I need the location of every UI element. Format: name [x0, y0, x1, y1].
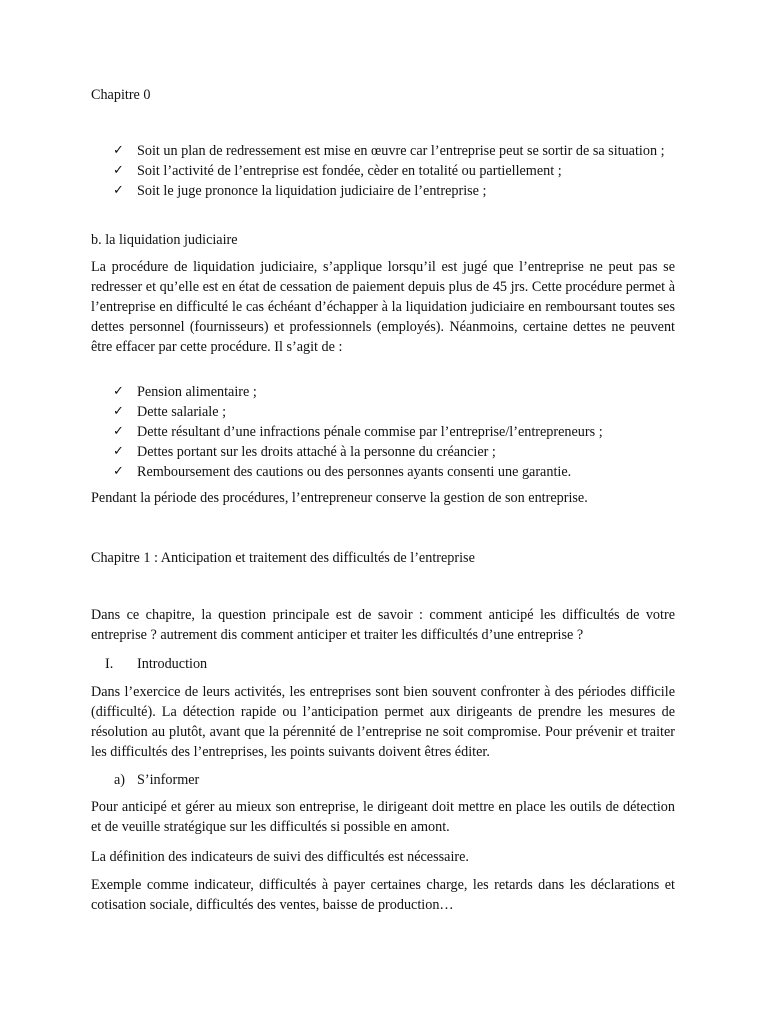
list-item	[113, 141, 675, 161]
chapter-0-title: Chapitre 0	[91, 87, 151, 103]
checkmark-icon: ✓	[113, 183, 124, 198]
section-1-paragraph: Dans l’exercice de leurs activités, les entreprises sont bien souvent confronter à des périodes difficile (difficulté). La détection rapide ou l’anticipation permet aux dirigeants de prendre les mesures de résolution au plutôt, avant que la pérennité de l’entreprise ne soit compromise. Pour prévenir et traiter les difficultés des l’entreprises, les points suivants doivent êtres éditer.	[91, 684, 675, 760]
checkmark-icon: ✓	[113, 384, 124, 399]
checkmark-icon: ✓	[113, 444, 124, 459]
chapter-1-intro: Dans ce chapitre, la question principale est de savoir : comment anticipé les difficultés de votre entreprise ? autrement dis comment anticiper et traiter les difficultés d’une entreprise ?	[91, 607, 675, 643]
definition-paragraph: La définition des indicateurs de suivi des difficultés est nécessaire.	[91, 849, 469, 865]
list-item-text: Soit un plan de redressement est mise en œuvre car l’entreprise peut se sortir de sa situation ;	[137, 143, 665, 159]
list-item-text: Remboursement des cautions ou des personnes ayants consenti une garantie.	[137, 464, 572, 480]
liquidation-bullet-list	[113, 382, 675, 482]
list-item	[113, 462, 675, 482]
checkmark-icon: ✓	[113, 424, 124, 439]
list-item	[113, 161, 675, 181]
list-item-text: Pension alimentaire ;	[137, 384, 257, 400]
checkmark-icon: ✓	[113, 404, 124, 419]
list-item-text: Soit le juge prononce la liquidation judiciaire de l’entreprise ;	[137, 183, 487, 199]
sub-a-title: S’informer	[137, 772, 200, 788]
list-item	[113, 402, 675, 422]
checkmark-icon: ✓	[113, 163, 124, 178]
sub-a-paragraph: Pour anticipé et gérer au mieux son entreprise, le dirigeant doit mettre en place les outils de détection et de veuille stratégique sur les difficultés si possible en amont.	[91, 799, 675, 835]
section-1-title: Introduction	[137, 656, 208, 672]
liquidation-heading: b. la liquidation judiciaire	[91, 232, 238, 248]
list-item-text: Dette résultant d’une infractions pénale commise par l’entreprise/l’entrepreneurs ;	[137, 424, 603, 440]
list-item-text: Soit l’activité de l’entreprise est fondée, cèder en totalité ou partiellement ;	[137, 163, 562, 179]
chapter-1-title: Chapitre 1 : Anticipation et traitement des difficultés de l’entreprise	[91, 550, 475, 566]
list-item-text: Dette salariale ;	[137, 404, 227, 420]
checkmark-icon: ✓	[113, 143, 124, 158]
list-item	[113, 382, 675, 402]
list-item	[113, 422, 675, 442]
list-item-text: Dettes portant sur les droits attaché à la personne du créancier ;	[137, 444, 496, 460]
example-paragraph: Exemple comme indicateur, difficultés à payer certaines charge, les retards dans les déclarations et cotisation sociale, difficultés des ventes, baisse de production…	[91, 877, 675, 913]
list-item	[113, 181, 675, 201]
sub-a-number: a)	[114, 772, 126, 788]
liquidation-closing: Pendant la période des procédures, l’entrepreneur conserve la gestion de son entreprise.	[91, 490, 588, 506]
list-item	[113, 442, 675, 462]
section-1-number: I.	[105, 656, 114, 672]
liquidation-paragraph: La procédure de liquidation judiciaire, s’applique lorsqu’il est jugé que l’entreprise ne peut pas se redresser et qu’elle est en état de cessation de paiement depuis plus de 45 jrs. Cette procédure permet à l’entreprise en difficulté le cas échéant d’échapper à la liquidation judiciaire en remboursant toutes ses dettes personnel (fournisseurs) et professionnels (employés). Néanmoins, certaine dettes ne peuvent être effacer par cette procédure. Il s’agit de :	[91, 259, 675, 355]
checkmark-icon: ✓	[113, 464, 124, 479]
chapter-0-bullet-list	[113, 141, 675, 201]
